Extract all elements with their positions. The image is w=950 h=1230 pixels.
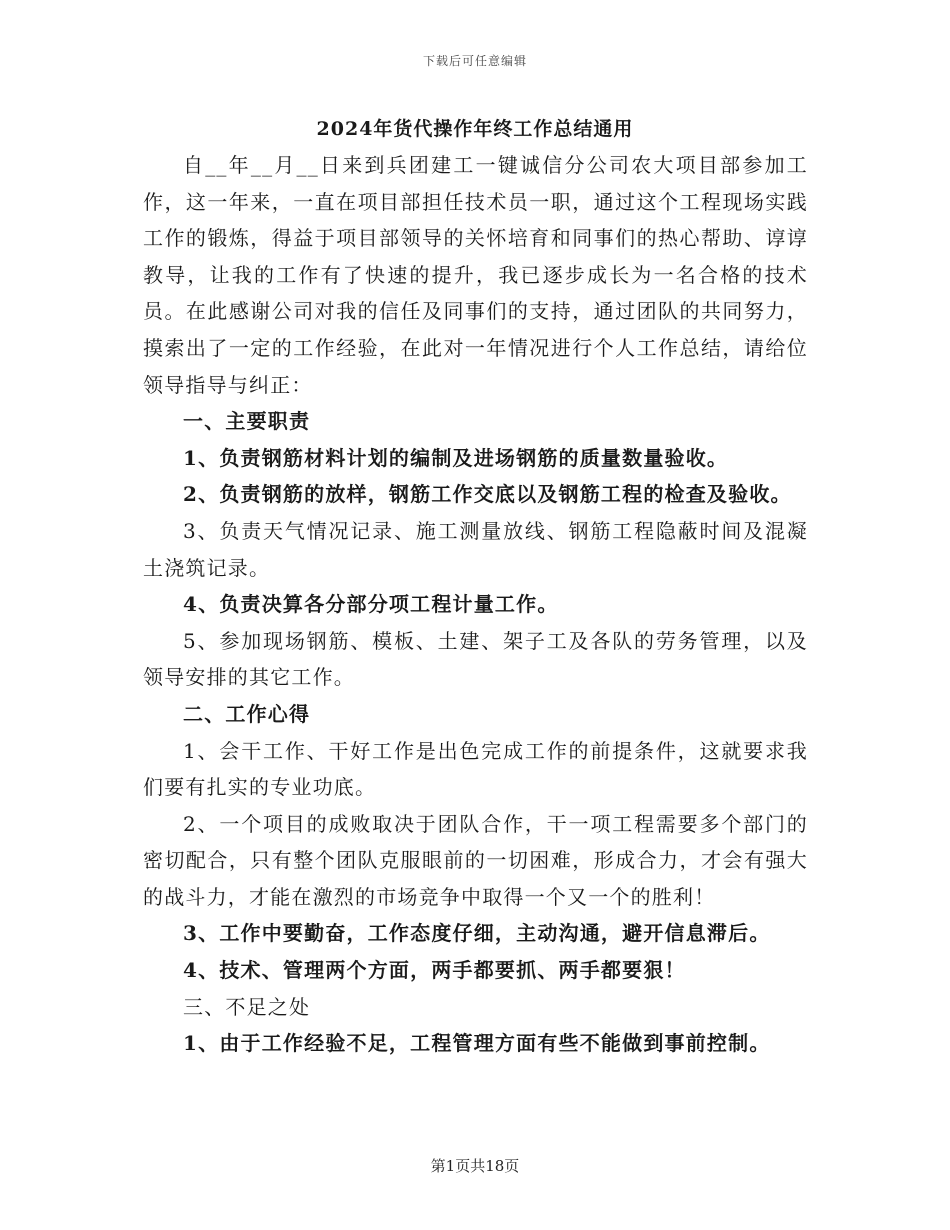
page-header-note: 下载后可任意编辑 xyxy=(422,54,527,68)
section-heading-experience: 二、工作心得 xyxy=(183,701,311,726)
experience-item: 2、一个项目的成败取决于团队合作，干一项工程需要多个部门的密切配合，只有整个团队克服眼前的一切困难，形成合力，才会有强大的战斗力，才能在激烈的市场竞争中取得一个又一个的胜利！ xyxy=(143,811,808,909)
section-heading-responsibilities: 一、主要职责 xyxy=(183,409,311,434)
page-number: 第1页共18页 xyxy=(430,1157,520,1175)
section-heading-shortcomings: 三、不足之处 xyxy=(183,994,311,1019)
responsibility-item: 3、负责天气情况记录、施工测量放线、钢筋工程隐蔽时间及混凝土浇筑记录。 xyxy=(143,518,808,580)
experience-item: 4、技术、管理两个方面，两手都要抓、两手都要狠！ xyxy=(183,958,686,983)
document-title: 2024年货代操作年终工作总结通用 xyxy=(316,118,634,140)
responsibility-item: 2、负责钢筋的放样，钢筋工作交底以及钢筋工程的检查及验收。 xyxy=(183,482,792,507)
experience-item: 1、会干工作、干好工作是出色完成工作的前提条件，这就要求我们要有扎实的专业功底。 xyxy=(143,738,808,800)
responsibility-item: 1、负责钢筋材料计划的编制及进场钢筋的质量数量验收。 xyxy=(183,445,729,470)
shortcoming-item: 1、由于工作经验不足，工程管理方面有些不能做到事前控制。 xyxy=(183,1031,771,1056)
intro-paragraph: 自__年__月__日来到兵团建工一键诚信分公司农大项目部参加工作，这一年来，一直在项目部担任技术员一职，通过这个工程现场实践工作的锻炼，得益于项目部领导的关怀培育和同事们的热心帮助、谆谆教导，让我的工作有了快速的提升，我已逐步成长为一名合格的技术员。在此感谢公司对我的信任及同事们的支持，通过团队的共同努力，摸索出了一定的工作经验，在此对一年情况进行个人工作总结，请给位领导指导与纠正： xyxy=(143,153,808,397)
experience-item: 3、工作中要勤奋，工作态度仔细，主动沟通，避开信息滞后。 xyxy=(183,921,771,946)
responsibility-item: 4、负责决算各分部分项工程计量工作。 xyxy=(183,592,559,617)
responsibility-item: 5、参加现场钢筋、模板、土建、架子工及各队的劳务管理，以及领导安排的其它工作。 xyxy=(143,628,808,690)
document-body xyxy=(143,147,808,1062)
